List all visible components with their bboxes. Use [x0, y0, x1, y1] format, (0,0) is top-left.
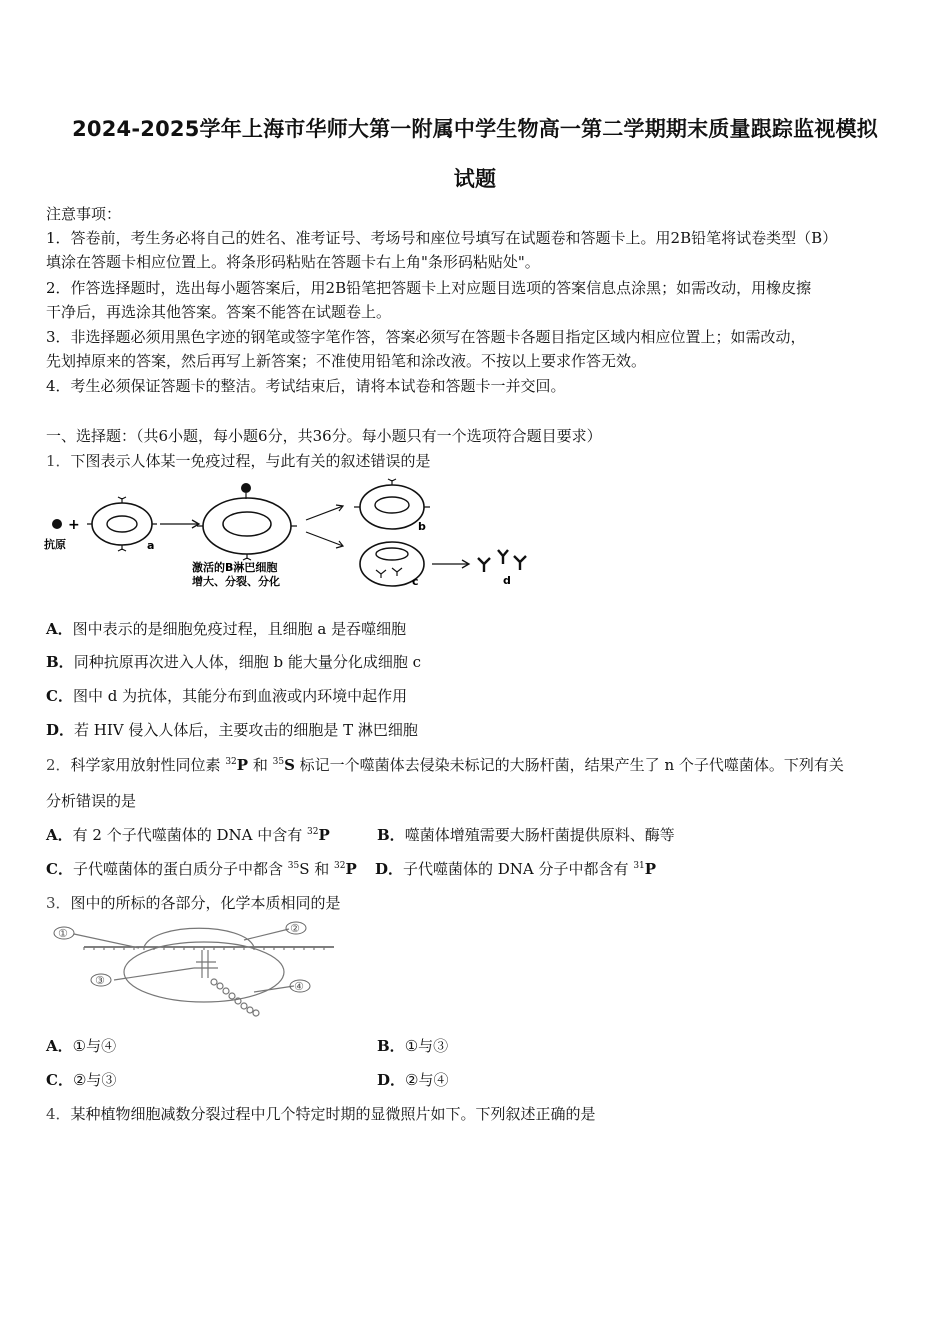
section-heading: 一、选择题：（共6小题，每小题6分，共36分。每小题只有一个选项符合题目要求） — [46, 427, 602, 445]
isotope-mass: 35 — [287, 861, 300, 871]
option-letter: C． — [46, 687, 73, 705]
q3-option-d[interactable] — [377, 1069, 448, 1091]
notice-line: 1．答卷前，考生务必将自己的姓名、准考证号、考场号和座位号填写在试题卷和答题卡上。用2B铅笔将试卷类型（B） — [46, 229, 838, 247]
option-letter: C． — [46, 860, 73, 878]
option-text: 子代噬菌体的 DNA 分子中都含有 — [403, 860, 634, 878]
q1-option-d[interactable] — [46, 719, 418, 741]
option-letter: B． — [377, 826, 405, 844]
element-symbol: P — [644, 860, 657, 878]
isotope-mass: 31 — [633, 861, 645, 871]
element-symbol: S — [284, 756, 295, 774]
option-text: 若 HIV 侵入人体后，主要攻击的细胞是 T 淋巴细胞 — [74, 721, 418, 739]
option-letter: B． — [377, 1037, 405, 1055]
figure-caption: 增大、分裂、分化 — [192, 575, 280, 588]
option-letter: B． — [46, 653, 74, 671]
label-a: a — [147, 539, 155, 552]
option-text: 图中 d 为抗体，其能分布到血液或内环境中起作用 — [72, 687, 408, 705]
option-text: ②与④ — [405, 1071, 449, 1089]
antibody-d — [478, 550, 526, 572]
question-2-stem — [46, 754, 844, 776]
notice-line: 3．非选择题必须用黑色字迹的钢笔或签字笔作答，答案必须写在答题卡各题目指定区域内相应位置上；如需改动， — [46, 328, 806, 346]
notice-line: 干净后，再选涂其他答案。答案不能答在试题卷上。 — [46, 303, 392, 321]
q3-option-c[interactable] — [46, 1069, 116, 1091]
label-c: c — [412, 575, 419, 588]
question-text: 某种植物细胞减数分裂过程中几个特定时期的显微照片如下。下列叙述正确的是 — [70, 1105, 596, 1123]
option-letter: A． — [46, 1037, 73, 1055]
option-text: 图中表示的是细胞免疫过程，且细胞 a 是吞噬细胞 — [72, 620, 407, 638]
element-symbol: P — [318, 826, 330, 844]
isotope-mass: 35 — [272, 757, 285, 767]
option-letter: D． — [375, 860, 404, 878]
antigen-dot — [241, 483, 251, 493]
membrane-figure — [44, 920, 344, 1020]
page-title-cont: 试题 — [453, 167, 497, 191]
marker-4: ④ — [294, 980, 304, 993]
isotope-mass: 32 — [307, 827, 319, 837]
q2-option-c[interactable] — [46, 858, 357, 880]
question-1-stem — [46, 450, 431, 472]
marker-3: ③ — [95, 974, 105, 987]
q3-option-a[interactable] — [46, 1035, 116, 1057]
q1-option-c[interactable] — [46, 685, 407, 707]
question-text: 和 — [248, 756, 273, 774]
immune-process-figure — [40, 478, 540, 590]
element-symbol: P — [236, 756, 249, 774]
question-number: 2． — [46, 756, 71, 774]
option-text: ②与③ — [72, 1071, 117, 1089]
question-text: 科学家用放射性同位素 — [70, 756, 226, 774]
option-text: 噬菌体增殖需要大肠杆菌提供原料、酶等 — [404, 826, 675, 844]
question-number: 4． — [46, 1105, 71, 1123]
question-text: 下图表示人体某一免疫过程，与此有关的叙述错误的是 — [70, 452, 431, 470]
marker-2: ② — [290, 922, 300, 935]
activated-b-cell — [197, 498, 297, 560]
option-letter: A． — [46, 620, 73, 638]
q1-option-a[interactable] — [46, 618, 406, 640]
question-3-stem — [46, 892, 341, 914]
option-text: 有 2 个子代噬菌体的 DNA 中含有 — [72, 826, 308, 844]
plus-sign: + — [68, 517, 80, 533]
page-title: 2024-2025学年上海市华师大第一附属中学生物高一第二学期期末质量跟踪监视模拟 — [72, 117, 878, 141]
figure-caption: 激活的B淋巴细胞 — [192, 561, 278, 574]
question-text: 标记一个噬菌体去侵染未标记的大肠杆菌，结果产生了 n 个子代噬菌体。下列有关 — [294, 756, 844, 774]
option-text: 子代噬菌体的蛋白质分子中都含 — [72, 860, 288, 878]
isotope-mass: 32 — [225, 757, 237, 767]
question-number: 3． — [46, 894, 71, 912]
label-b: b — [418, 520, 426, 533]
option-text: ①与④ — [72, 1037, 117, 1055]
option-text: 同种抗原再次进入人体，细胞 b 能大量分化成细胞 c — [73, 653, 421, 671]
antigen-label: 抗原 — [44, 538, 66, 551]
notice-line: 4．考生必须保证答题卡的整洁。考试结束后，请将本试卷和答题卡一并交回。 — [46, 377, 566, 395]
label-d: d — [503, 574, 511, 587]
option-letter: D． — [46, 721, 75, 739]
question-text: 图中的所标的各部分，化学本质相同的是 — [70, 894, 341, 912]
isotope-mass: 32 — [334, 861, 346, 871]
notice-line: 2．作答选择题时，选出每小题答案后，用2B铅笔把答题卡上对应题目选项的答案信息点涂黑；如需改动，用橡皮擦 — [46, 279, 812, 297]
question-4-stem — [46, 1103, 596, 1125]
q2-option-a[interactable] — [46, 824, 330, 846]
notice-line: 先划掉原来的答案，然后再写上新答案；不准使用铅笔和涂改液。不按以上要求作答无效。 — [46, 352, 647, 370]
option-letter: C． — [46, 1071, 73, 1089]
option-letter: A． — [46, 826, 73, 844]
notice-line: 填涂在答题卡相应位置上。将条形码粘贴在答题卡右上角"条形码粘贴处"。 — [46, 253, 540, 271]
option-letter: D． — [377, 1071, 406, 1089]
q2-option-d[interactable] — [375, 858, 656, 880]
option-text: ①与③ — [404, 1037, 449, 1055]
q3-option-b[interactable] — [377, 1035, 448, 1057]
marker-1: ① — [58, 927, 68, 940]
option-text: S 和 — [299, 860, 334, 878]
q2-option-b[interactable] — [377, 824, 675, 846]
question-number: 1． — [46, 452, 71, 470]
notice-heading: 注意事项： — [46, 205, 122, 223]
antigen-dot — [52, 519, 62, 529]
q1-option-b[interactable] — [46, 651, 421, 673]
element-symbol: P — [345, 860, 357, 878]
question-2-stem-cont: 分析错误的是 — [46, 792, 137, 810]
